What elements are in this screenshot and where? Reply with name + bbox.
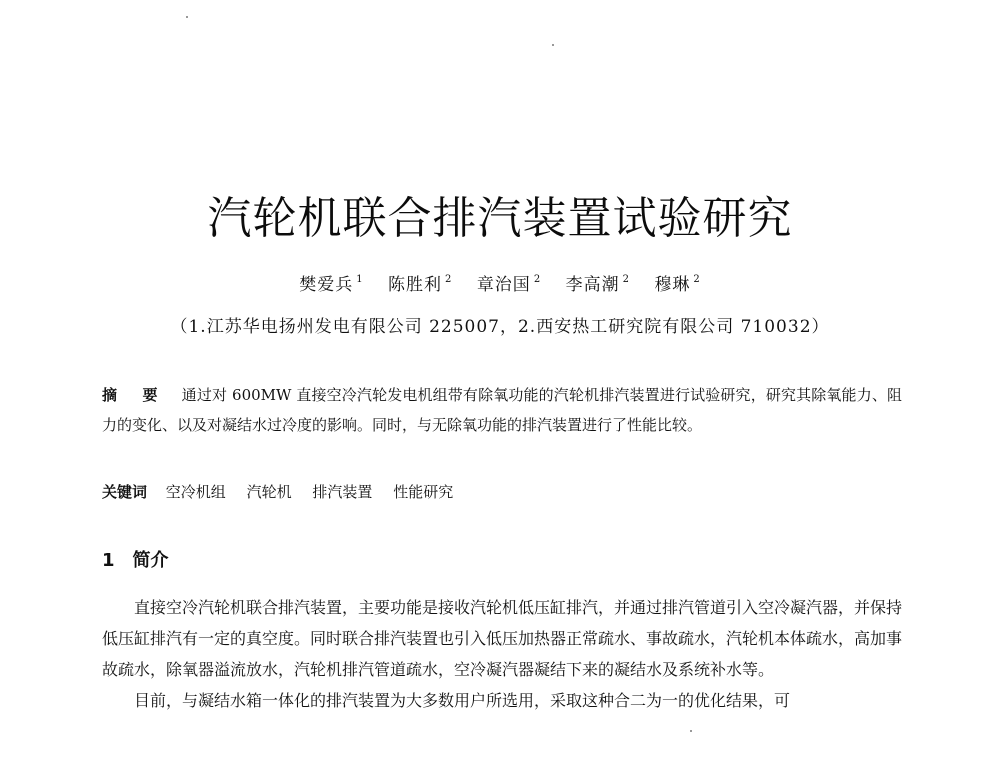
- author-name: 章治国: [476, 275, 531, 295]
- author-name: 樊爱兵: [299, 275, 354, 295]
- author-affil-mark: 2: [693, 274, 701, 285]
- keyword: 性能研究: [393, 483, 454, 501]
- abstract: [102, 380, 902, 440]
- body-paragraph: 目前，与凝结水箱一体化的排汽装置为大多数用户所选用，采取这种合二为一的优化结果，可: [134, 691, 791, 710]
- keywords: [102, 481, 469, 502]
- keyword: 汽轮机: [246, 483, 292, 501]
- keyword: 排汽装置: [312, 483, 373, 501]
- keywords-label: 关键词: [102, 483, 148, 501]
- scan-speck: [690, 730, 692, 732]
- keyword: 空冷机组: [165, 483, 226, 501]
- author: [566, 275, 630, 295]
- author-name: 穆琳: [654, 275, 691, 295]
- author-affil-mark: 1: [356, 274, 364, 285]
- section-number: 1: [102, 550, 115, 571]
- author: [299, 275, 363, 295]
- author-affil-mark: 2: [622, 274, 630, 285]
- author-list: [0, 270, 1000, 295]
- section-heading: [102, 546, 169, 572]
- abstract-label: 摘 要: [102, 386, 168, 404]
- abstract-text: 通过对 600MW 直接空冷汽轮发电机组带有除氧功能的汽轮机排汽装置进行试验研究，研究其除氧能力、阻力的变化、以及对凝结水过冷度的影响。同时，与无除氧功能的排汽装置进行了性能比较。: [102, 386, 902, 434]
- author-name: 李高潮: [565, 275, 620, 295]
- author: [654, 275, 700, 295]
- paper-title: 汽轮机联合排汽装置试验研究: [207, 193, 793, 244]
- scan-speck: [186, 16, 188, 18]
- author-affil-mark: 2: [533, 274, 542, 285]
- body-text: [102, 592, 902, 716]
- author-affil-mark: 2: [445, 274, 453, 285]
- author: [477, 275, 541, 295]
- affiliation: （1.江苏华电扬州发电有限公司 225007，2.西安热工研究院有限公司 710032）: [170, 317, 830, 337]
- body-paragraph: 直接空冷汽轮机联合排汽装置，主要功能是接收汽轮机低压缸排汽，并通过排汽管道引入空冷凝汽器，并保持低压缸排汽有一定的真空度。同时联合排汽装置也引入低压加热器正常疏水、事故疏水，汽轮机本体疏水，高加事故疏水，除氧器溢流放水，汽轮机排汽管道疏水，空冷凝汽器凝结下来的凝结水及系统补水等。: [102, 598, 903, 679]
- scan-speck: [552, 44, 554, 46]
- section-title: 简介: [132, 550, 169, 571]
- author-name: 陈胜利: [388, 275, 443, 295]
- author: [388, 275, 452, 295]
